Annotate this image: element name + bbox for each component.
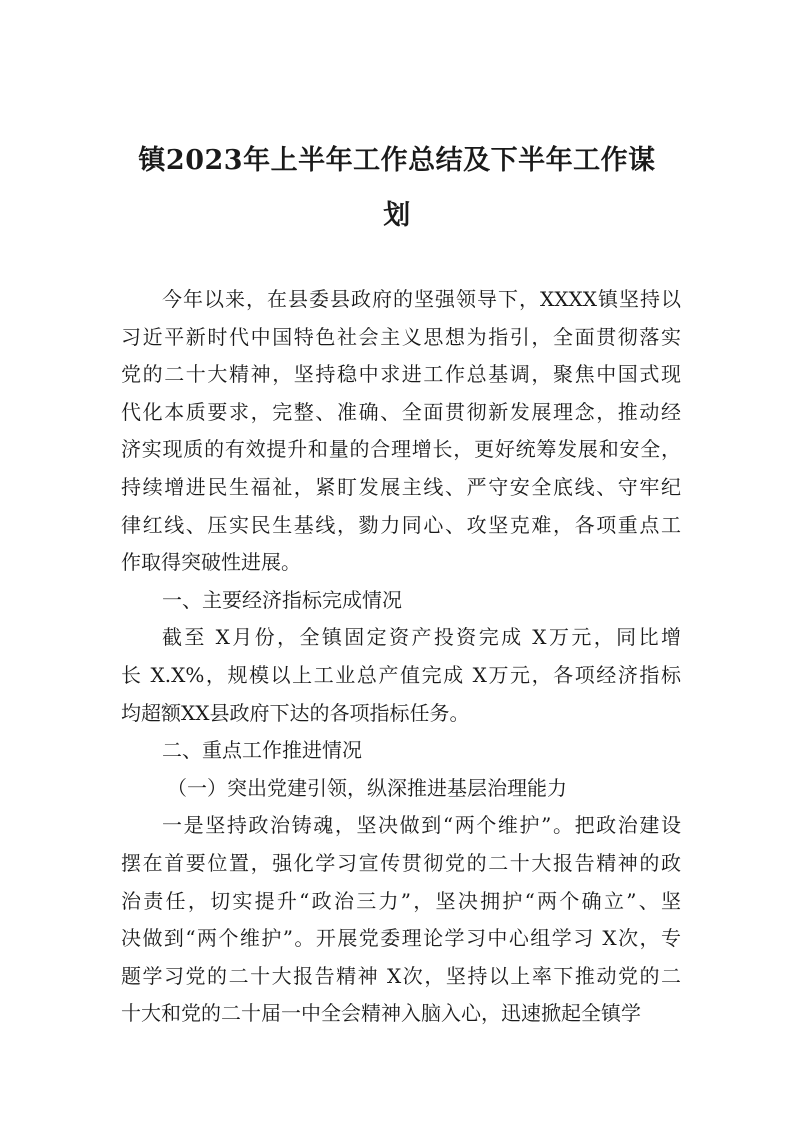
section-heading-2: 二、重点工作推进情况	[162, 738, 362, 763]
paragraph-line: 作取得突破性进展。	[121, 550, 301, 575]
paragraph-line: 党的二十大精神，坚持稳中求进工作总基调，聚焦中国式现	[121, 362, 681, 387]
paragraph-line: 习近平新时代中国特色社会主义思想为指引，全面贯彻落实	[121, 324, 681, 349]
paragraph-line: 持续增进民生福祉，紧盯发展主线、严守安全底线、守牢纪	[121, 474, 681, 499]
document-body	[121, 281, 681, 1033]
document-title-line-2: 划	[383, 200, 411, 231]
subsection-heading-1: （一）突出党建引领，纵深推进基层治理能力	[167, 775, 567, 800]
paragraph-line: 代化本质要求，完整、准确、全面贯彻新发展理念，推动经	[121, 399, 681, 424]
section-heading-1: 一、主要经济指标完成情况	[162, 587, 402, 612]
paragraph-line: 截至 X月份，全镇固定资产投资完成 X万元，同比增	[162, 625, 681, 650]
paragraph-line: 均超额XX县政府下达的各项指标任务。	[121, 700, 470, 725]
document-title-line-1: 镇2023年上半年工作总结及下半年工作谋	[138, 145, 656, 176]
paragraph-line: 一是坚持政治铸魂，坚决做到“两个维护”。把政治建设	[162, 813, 681, 838]
paragraph-line: 长 X.X%，规模以上工业总产值完成 X万元，各项经济指标	[121, 662, 681, 687]
paragraph-line: 摆在首要位置，强化学习宣传贯彻党的二十大报告精神的政	[121, 850, 681, 875]
paragraph-line: 决做到“两个维护”。开展党委理论学习中心组学习 X次，专	[121, 926, 681, 951]
paragraph-line: 律红线、压实民生基线，勠力同心、攻坚克难，各项重点工	[121, 512, 681, 537]
paragraph-line: 济实现质的有效提升和量的合理增长，更好统筹发展和安全，	[121, 437, 681, 462]
paragraph-line: 题学习党的二十大报告精神 X次，坚持以上率下推动党的二	[121, 963, 681, 988]
paragraph-line: 治责任，切实提升“政治三力”，坚决拥护“两个确立”、坚	[121, 888, 681, 913]
paragraph-line: 十大和党的二十届一中全会精神入脑入心，迅速掀起全镇学	[121, 1001, 641, 1026]
paragraph-line: 今年以来，在县委县政府的坚强领导下，XXXX镇坚持以	[162, 287, 681, 311]
